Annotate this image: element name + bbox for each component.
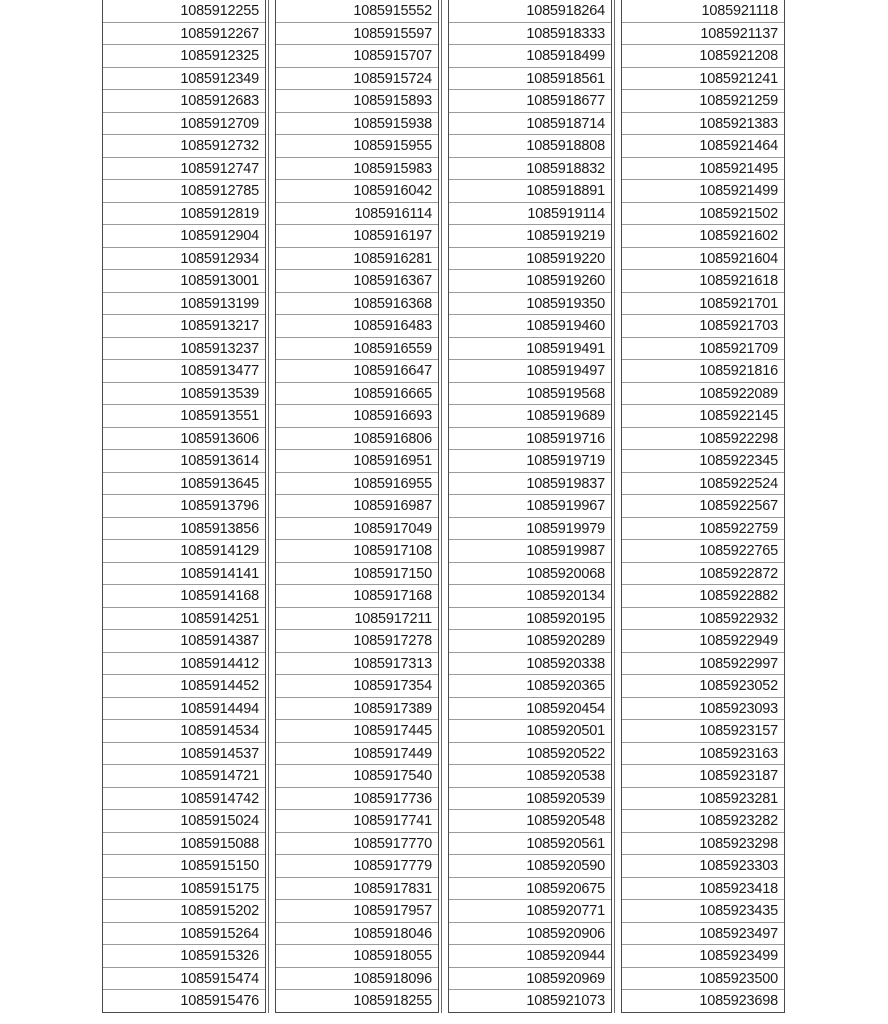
table-cell: 1085918561 — [449, 68, 611, 91]
table-cell: 1085917211 — [276, 608, 438, 631]
table-cell: 1085916951 — [276, 450, 438, 473]
table-cell: 1085912819 — [103, 203, 265, 226]
table-cell: 1085917168 — [276, 585, 438, 608]
table-cell: 1085921602 — [622, 225, 784, 248]
table-cell: 1085919837 — [449, 473, 611, 496]
number-column-1 — [102, 0, 266, 1013]
table-cell: 1085917049 — [276, 518, 438, 541]
table-cell: 1085918714 — [449, 113, 611, 136]
table-cell: 1085915724 — [276, 68, 438, 91]
table-cell: 1085919219 — [449, 225, 611, 248]
table-cell: 1085921383 — [622, 113, 784, 136]
table-cell: 1085918808 — [449, 135, 611, 158]
table-cell: 1085917313 — [276, 653, 438, 676]
table-cell: 1085915597 — [276, 23, 438, 46]
table-cell: 1085919716 — [449, 428, 611, 451]
table-cell: 1085920501 — [449, 720, 611, 743]
table-cell: 1085915175 — [103, 878, 265, 901]
table-cell: 1085919220 — [449, 248, 611, 271]
table-cell: 1085919460 — [449, 315, 611, 338]
table-cell: 1085918096 — [276, 968, 438, 991]
table-cell: 1085918677 — [449, 90, 611, 113]
table-cell: 1085913551 — [103, 405, 265, 428]
table-cell: 1085915938 — [276, 113, 438, 136]
table-cell: 1085913001 — [103, 270, 265, 293]
table-cell: 1085921464 — [622, 135, 784, 158]
table-cell: 1085922765 — [622, 540, 784, 563]
table-cell: 1085920944 — [449, 945, 611, 968]
table-cell: 1085919260 — [449, 270, 611, 293]
table-cell: 1085920454 — [449, 698, 611, 721]
table-cell: 1085915088 — [103, 833, 265, 856]
table-cell: 1085914537 — [103, 743, 265, 766]
table-cell: 1085913217 — [103, 315, 265, 338]
table-cell: 1085912325 — [103, 45, 265, 68]
table-cell: 1085916955 — [276, 473, 438, 496]
table-cell: 1085923499 — [622, 945, 784, 968]
table-cell: 1085913477 — [103, 360, 265, 383]
table-cell: 1085923497 — [622, 923, 784, 946]
table-cell: 1085917831 — [276, 878, 438, 901]
table-cell: 1085918055 — [276, 945, 438, 968]
number-column-3 — [448, 0, 612, 1013]
table-cell: 1085920522 — [449, 743, 611, 766]
table-cell: 1085919987 — [449, 540, 611, 563]
table-cell: 1085920338 — [449, 653, 611, 676]
table-cell: 1085917354 — [276, 675, 438, 698]
table-cell: 1085914168 — [103, 585, 265, 608]
table-cell: 1085921073 — [526, 993, 605, 1009]
table-cell: 1085915955 — [276, 135, 438, 158]
table-cell: 1085916693 — [276, 405, 438, 428]
column-divider — [614, 0, 621, 1013]
table-cell: 1085917108 — [276, 540, 438, 563]
table-cell: 1085913614 — [103, 450, 265, 473]
table-cell: 1085923282 — [622, 810, 784, 833]
table-cell: 1085920969 — [449, 968, 611, 991]
table-cell: 1085918891 — [449, 180, 611, 203]
table-cell: 1085921241 — [622, 68, 784, 91]
table-cell: 1085914387 — [103, 630, 265, 653]
table-cell: 1085913796 — [103, 495, 265, 518]
table-cell: 1085922089 — [622, 383, 784, 406]
table-cell: 1085919497 — [449, 360, 611, 383]
table-cell: 1085913237 — [103, 338, 265, 361]
table-cell: 1085915202 — [103, 900, 265, 923]
table-cell: 1085919568 — [449, 383, 611, 406]
table-cell: 1085912747 — [103, 158, 265, 181]
table-cell: 1085918046 — [276, 923, 438, 946]
table-cell: 1085921137 — [622, 23, 784, 46]
table-cell: 1085920365 — [449, 675, 611, 698]
table-cell: 1085914742 — [103, 788, 265, 811]
table-cell: 1085912683 — [103, 90, 265, 113]
table-cell: 1085912732 — [103, 135, 265, 158]
table-cell: 1085918255 — [353, 993, 432, 1009]
table-cell: 1085921495 — [622, 158, 784, 181]
number-column-4 — [621, 0, 785, 1013]
table-cell: 1085920068 — [449, 563, 611, 586]
table-cell: 1085922872 — [622, 563, 784, 586]
table-cell: 1085914141 — [103, 563, 265, 586]
table-cell: 1085923500 — [622, 968, 784, 991]
table-cell: 1085914251 — [103, 608, 265, 631]
table-cell: 1085915983 — [276, 158, 438, 181]
table-cell: 1085922145 — [622, 405, 784, 428]
table-cell: 1085917449 — [276, 743, 438, 766]
table-cell: 1085912349 — [103, 68, 265, 91]
table-cell: 1085922759 — [622, 518, 784, 541]
table-cell: 1085912267 — [103, 23, 265, 46]
column-divider — [441, 0, 448, 1013]
table-cell: 1085921502 — [622, 203, 784, 226]
table-cell: 1085922524 — [622, 473, 784, 496]
table-cell: 1085923163 — [622, 743, 784, 766]
table-cell: 1085918499 — [449, 45, 611, 68]
table-cell: 1085913606 — [103, 428, 265, 451]
table-cell: 1085920538 — [449, 765, 611, 788]
table-cell: 1085915150 — [103, 855, 265, 878]
table-cell: 1085917278 — [276, 630, 438, 653]
table-cell: 1085920539 — [449, 788, 611, 811]
table-cell: 1085915476 — [180, 993, 259, 1009]
table-cell: 1085922882 — [622, 585, 784, 608]
column-divider — [268, 0, 275, 1013]
table-cell: 1085918832 — [449, 158, 611, 181]
table-cell: 1085920548 — [449, 810, 611, 833]
table-cell: 1085916367 — [276, 270, 438, 293]
table-cell: 1085922997 — [622, 653, 784, 676]
table-cell: 1085913539 — [103, 383, 265, 406]
table-cell: 1085912904 — [103, 225, 265, 248]
table-cell: 1085916647 — [276, 360, 438, 383]
table-cell: 1085921709 — [622, 338, 784, 361]
table-cell: 1085917779 — [276, 855, 438, 878]
table-cell: 1085918264 — [449, 0, 611, 23]
table-cell: 1085914129 — [103, 540, 265, 563]
table-cell: 1085916806 — [276, 428, 438, 451]
table-cell: 1085913856 — [103, 518, 265, 541]
table-cell: 1085916197 — [276, 225, 438, 248]
table-cell: 1085912255 — [103, 0, 265, 23]
table-cell: 1085922932 — [622, 608, 784, 631]
table-cell: 1085923298 — [622, 833, 784, 856]
table-cell: 1085917445 — [276, 720, 438, 743]
table-cell: 1085917736 — [276, 788, 438, 811]
table-cell: 1085921208 — [622, 45, 784, 68]
number-column-2 — [275, 0, 439, 1013]
table-cell: 1085918333 — [449, 23, 611, 46]
table-cell: 1085919967 — [449, 495, 611, 518]
table-cell: 1085917540 — [276, 765, 438, 788]
table-cell: 1085920134 — [449, 585, 611, 608]
table-cell: 1085922949 — [622, 630, 784, 653]
table-cell: 1085914452 — [103, 675, 265, 698]
table-cell: 1085919719 — [449, 450, 611, 473]
table-cell: 1085915707 — [276, 45, 438, 68]
table-cell: 1085915474 — [103, 968, 265, 991]
table-cell: 1085919114 — [449, 203, 611, 226]
table-cell: 1085915264 — [103, 923, 265, 946]
table-cell: 1085923418 — [622, 878, 784, 901]
table-cell: 1085916987 — [276, 495, 438, 518]
table-cell: 1085912709 — [103, 113, 265, 136]
table-cell: 1085917770 — [276, 833, 438, 856]
table-cell: 1085920906 — [449, 923, 611, 946]
table-cell: 1085919491 — [449, 338, 611, 361]
table-cell: 1085912934 — [103, 248, 265, 271]
table-cell: 1085923281 — [622, 788, 784, 811]
table-cell: 1085923435 — [622, 900, 784, 923]
table-cell: 1085920289 — [449, 630, 611, 653]
table-cell: 1085922298 — [622, 428, 784, 451]
table-cell: 1085915024 — [103, 810, 265, 833]
table-cell: 1085914494 — [103, 698, 265, 721]
table-cell: 1085915893 — [276, 90, 438, 113]
table-cell: 1085916281 — [276, 248, 438, 271]
table-cell: 1085923093 — [622, 698, 784, 721]
table-cell: 1085923698 — [699, 993, 778, 1009]
table-cell: 1085922567 — [622, 495, 784, 518]
table-cell: 1085914412 — [103, 653, 265, 676]
table-cell: 1085916559 — [276, 338, 438, 361]
table-cell: 1085917741 — [276, 810, 438, 833]
table-cell: 1085921259 — [622, 90, 784, 113]
table-cell: 1085915326 — [103, 945, 265, 968]
table-cell: 1085923157 — [622, 720, 784, 743]
table-cell: 1085921703 — [622, 315, 784, 338]
table-cell: 1085913645 — [103, 473, 265, 496]
table-cell: 1085920771 — [449, 900, 611, 923]
table-cell: 1085914534 — [103, 720, 265, 743]
table-cell: 1085920675 — [449, 878, 611, 901]
table-cell: 1085914721 — [103, 765, 265, 788]
table-cell: 1085923187 — [622, 765, 784, 788]
table-cell: 1085922345 — [622, 450, 784, 473]
table-cell: 1085917389 — [276, 698, 438, 721]
table-cell: 1085915552 — [276, 0, 438, 23]
table-cell: 1085923303 — [622, 855, 784, 878]
table-cell: 1085916665 — [276, 383, 438, 406]
table-cell: 1085919350 — [449, 293, 611, 316]
table-cell: 1085919689 — [449, 405, 611, 428]
table-cell: 1085921618 — [622, 270, 784, 293]
table-cell: 1085920195 — [449, 608, 611, 631]
table-cell: 1085916042 — [276, 180, 438, 203]
table-cell: 1085916483 — [276, 315, 438, 338]
table-cell: 1085916114 — [276, 203, 438, 226]
table-cell: 1085921499 — [622, 180, 784, 203]
table-cell: 1085920590 — [449, 855, 611, 878]
table-cell: 1085923052 — [622, 675, 784, 698]
table-cell: 1085920561 — [449, 833, 611, 856]
table-cell: 1085921604 — [622, 248, 784, 271]
table-cell: 1085913199 — [103, 293, 265, 316]
table-cell: 1085917150 — [276, 563, 438, 586]
table-cell: 1085921701 — [622, 293, 784, 316]
table-cell: 1085917957 — [276, 900, 438, 923]
table-cell: 1085919979 — [449, 518, 611, 541]
table-cell: 1085921816 — [622, 360, 784, 383]
table-cell: 1085916368 — [276, 293, 438, 316]
table-cell: 1085912785 — [103, 180, 265, 203]
table-cell: 1085921118 — [622, 0, 784, 23]
